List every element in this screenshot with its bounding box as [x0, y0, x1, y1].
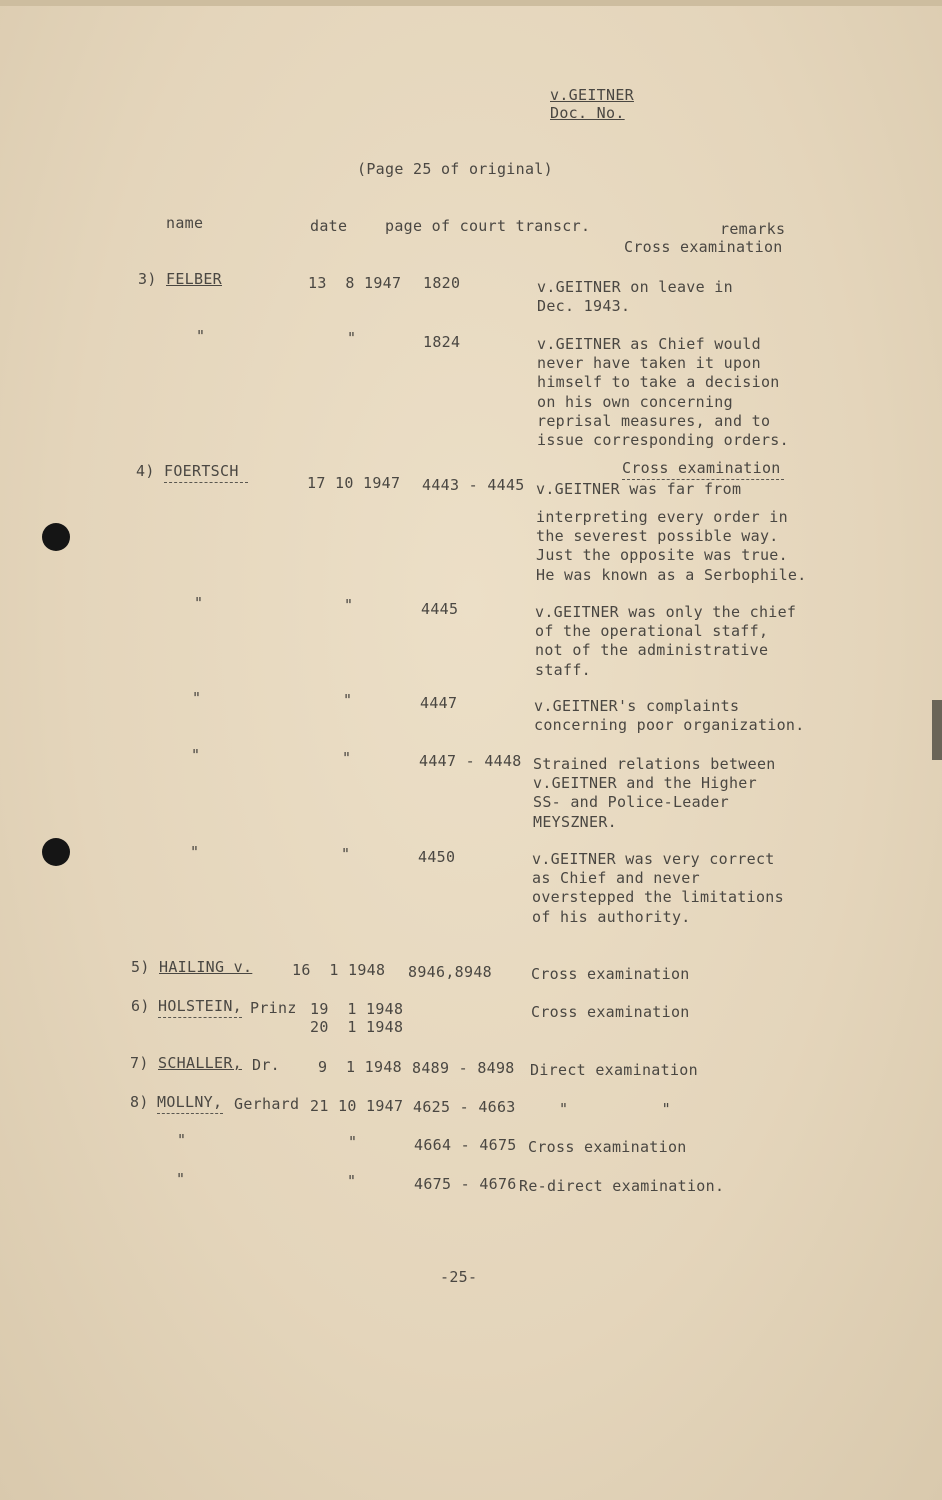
entry-number: 4): [136, 462, 155, 480]
entry-remark: Strained relations between v.GEITNER and the Higher SS- and Police-Leader MEYSZNER.: [533, 755, 776, 831]
entry-page: 4445: [421, 600, 459, 618]
punch-hole: [42, 523, 70, 551]
entry-heading: Cross examination: [622, 459, 784, 480]
ditto-date: ": [344, 596, 354, 614]
entry-remark: v.GEITNER on leave in Dec. 1943.: [537, 278, 733, 316]
entry-remark: Cross examination: [531, 1003, 690, 1021]
ditto-name: ": [191, 746, 201, 764]
entry-number: 8): [130, 1093, 149, 1111]
ditto-name: ": [196, 327, 206, 345]
entry-name: SCHALLER,: [158, 1054, 242, 1072]
ditto-name: ": [176, 1170, 186, 1188]
ditto-date: ": [342, 749, 352, 767]
page-number: -25-: [440, 1268, 478, 1286]
entry-date: 9 1 1948: [318, 1058, 402, 1076]
ditto-date: ": [348, 1133, 358, 1151]
column-remarks: remarks: [720, 220, 786, 238]
entry-page: 8489 - 8498: [412, 1059, 515, 1077]
entry-date: 19 1 1948: [310, 1000, 404, 1018]
right-edge-mark: [932, 700, 942, 760]
entry-page: 4447: [420, 694, 458, 712]
entry-date: 13 8 1947: [308, 274, 402, 292]
entry-remark: v.GEITNER's complaints concerning poor organization.: [534, 697, 805, 735]
entry-remark: v.GEITNER was very correct as Chief and never overstepped the limitations of his authority.: [532, 850, 784, 926]
entry-date-2: 20 1 1948: [310, 1018, 404, 1036]
entry-name: MOLLNY,: [157, 1093, 223, 1114]
ditto-date: ": [347, 1172, 357, 1190]
entry-page: 1824: [423, 333, 461, 351]
entry-name-suffix: Gerhard: [234, 1095, 300, 1113]
entry-number: 5): [131, 958, 150, 976]
entry-number: 7): [130, 1054, 149, 1072]
punch-hole: [42, 838, 70, 866]
entry-date: 17 10 1947: [307, 474, 401, 492]
ditto-name: ": [177, 1131, 187, 1149]
entry-page: 4443 - 4445: [422, 476, 525, 494]
entry-page: 4664 - 4675: [414, 1136, 517, 1154]
header-author: v.GEITNER: [550, 86, 634, 104]
entry-number: 3): [138, 270, 157, 288]
entry-remark-cont: interpreting every order in the severest possible way. Just the opposite was true. He was known as a Serbophile.: [536, 508, 807, 584]
column-remarks-sub: Cross examination: [624, 238, 783, 256]
entry-name: HOLSTEIN,: [158, 997, 242, 1018]
entry-name-suffix: Dr.: [252, 1056, 280, 1074]
ditto-date: ": [341, 845, 351, 863]
column-date: date: [310, 217, 348, 235]
entry-date: 16 1 1948: [292, 961, 386, 979]
entry-page: 4675 - 4676: [414, 1175, 517, 1193]
header-doc-no: Doc. No.: [550, 104, 625, 122]
entry-name: FELBER: [166, 270, 222, 288]
entry-date: 21 10 1947: [310, 1097, 404, 1115]
column-name: name: [166, 214, 204, 232]
column-page: page of court transcr.: [385, 217, 591, 235]
entry-page: 4450: [418, 848, 456, 866]
entry-remark: Direct examination: [530, 1061, 698, 1079]
entry-remark: Re-direct examination.: [519, 1177, 725, 1195]
entry-name-suffix: Prinz: [250, 999, 297, 1017]
entry-page: 4447 - 4448: [419, 752, 522, 770]
entry-remark-ditto: " ": [559, 1100, 671, 1118]
ditto-date: ": [343, 691, 353, 709]
entry-remark: v.GEITNER was only the chief of the operational staff, not of the administrative staff.: [535, 603, 797, 679]
entry-remark: v.GEITNER was far from: [536, 480, 742, 498]
ditto-name: ": [190, 843, 200, 861]
entry-number: 6): [131, 997, 150, 1015]
entry-remark: Cross examination: [531, 965, 690, 983]
top-edge: [0, 0, 942, 6]
ditto-name: ": [192, 689, 202, 707]
entry-remark: v.GEITNER as Chief would never have taken it upon himself to take a decision on his own concerning reprisal measures, and to issue corresponding orders.: [537, 335, 789, 450]
entry-name: HAILING v.: [159, 958, 253, 976]
page-of-original: (Page 25 of original): [357, 160, 553, 178]
entry-remark: Cross examination: [528, 1138, 687, 1156]
ditto-name: ": [194, 594, 204, 612]
entry-page: 8946,8948: [408, 963, 492, 981]
entry-page: 1820: [423, 274, 461, 292]
ditto-date: ": [347, 329, 357, 347]
entry-page: 4625 - 4663: [413, 1098, 516, 1116]
entry-name: FOERTSCH: [164, 462, 248, 483]
